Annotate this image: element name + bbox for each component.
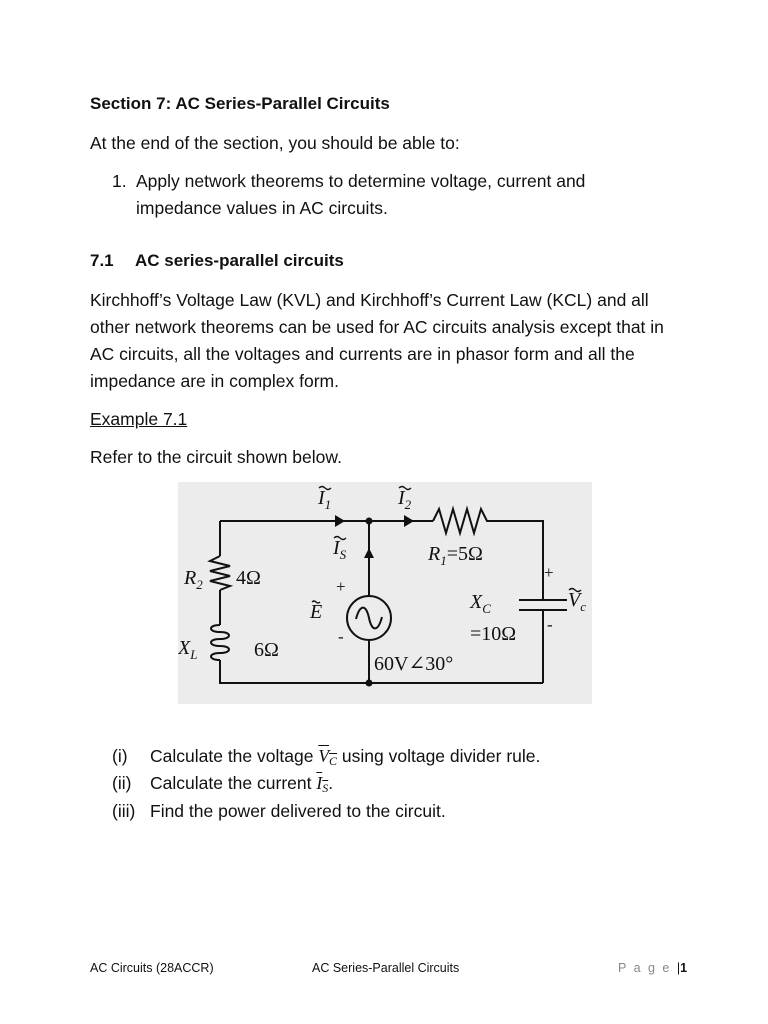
circuit-diagram bbox=[178, 482, 592, 704]
question-text: Calculate the voltage bbox=[150, 746, 314, 766]
footer-topic: AC Series-Parallel Circuits bbox=[312, 961, 460, 975]
vc-plus: + bbox=[544, 563, 554, 582]
xl-label: $X_L$ bbox=[178, 637, 198, 662]
e-label: E bbox=[310, 601, 323, 623]
r2-value: 4Ω bbox=[236, 567, 261, 589]
question-item bbox=[112, 773, 333, 796]
question-text-end: using voltage divider rule. bbox=[337, 746, 541, 766]
example-title: Example 7.1 bbox=[90, 409, 188, 429]
r2-label: $R_2$ bbox=[184, 567, 203, 592]
subsection-title: AC series-parallel circuits bbox=[135, 251, 344, 270]
subsection-number: 7.1 bbox=[90, 251, 114, 270]
footer-page bbox=[618, 961, 687, 975]
subsection-heading bbox=[90, 251, 344, 271]
xc-label: $X_C$ bbox=[470, 591, 491, 616]
i1-label: $I_1$ bbox=[318, 487, 332, 512]
question-number: (ii) bbox=[112, 773, 132, 793]
xl-value: 6Ω bbox=[254, 639, 279, 661]
is-label: $I_S$ bbox=[333, 537, 347, 562]
r1-label: $R_1=5\Omega$ bbox=[428, 543, 483, 568]
question-text-end: . bbox=[328, 773, 334, 793]
question-number: (iii) bbox=[112, 801, 136, 821]
question-text: Find the power delivered to the circuit. bbox=[150, 801, 446, 821]
question-number: (i) bbox=[112, 746, 128, 766]
vc-minus: - bbox=[547, 615, 553, 634]
vc-symbol: $V_C$ bbox=[318, 746, 338, 768]
is-symbol: $I_S$ bbox=[316, 773, 329, 795]
source-minus: - bbox=[338, 627, 344, 646]
junction-dot bbox=[366, 518, 373, 525]
question-item bbox=[112, 801, 446, 822]
footer-page-divider: | bbox=[676, 961, 681, 975]
junction-dot-bottom bbox=[366, 680, 373, 687]
source-value: 60V∠30° bbox=[374, 653, 454, 675]
example-refer-text: Refer to the circuit shown below. bbox=[90, 447, 342, 467]
intro-text: At the end of the section, you should be able to: bbox=[90, 133, 460, 153]
objective-number: 1. bbox=[112, 171, 127, 191]
source-plus: + bbox=[336, 577, 346, 596]
footer-course: AC Circuits (28ACCR) bbox=[90, 961, 214, 975]
objective-item bbox=[112, 168, 672, 222]
i2-label: $I_2$ bbox=[398, 487, 412, 512]
footer-page-number: 1 bbox=[680, 961, 688, 975]
body-paragraph: Kirchhoff’s Voltage Law (KVL) and Kirchhoff’s Current Law (KCL) and all other network theorems can be used for AC circuits analysis except that in AC circuits, all the voltages and currents are in phasor form and all the impedance are in complex form. bbox=[90, 290, 664, 391]
xc-value: =10Ω bbox=[470, 623, 517, 645]
objective-text: Apply network theorems to determine voltage, current and impedance values in AC circuits. bbox=[136, 171, 586, 218]
footer-page-label: P a g e bbox=[618, 961, 672, 975]
question-text: Calculate the current bbox=[150, 773, 312, 793]
question-item bbox=[112, 746, 540, 769]
vc-label: $V_c$ bbox=[568, 589, 586, 614]
section-title: Section 7: AC Series-Parallel Circuits bbox=[90, 94, 390, 113]
